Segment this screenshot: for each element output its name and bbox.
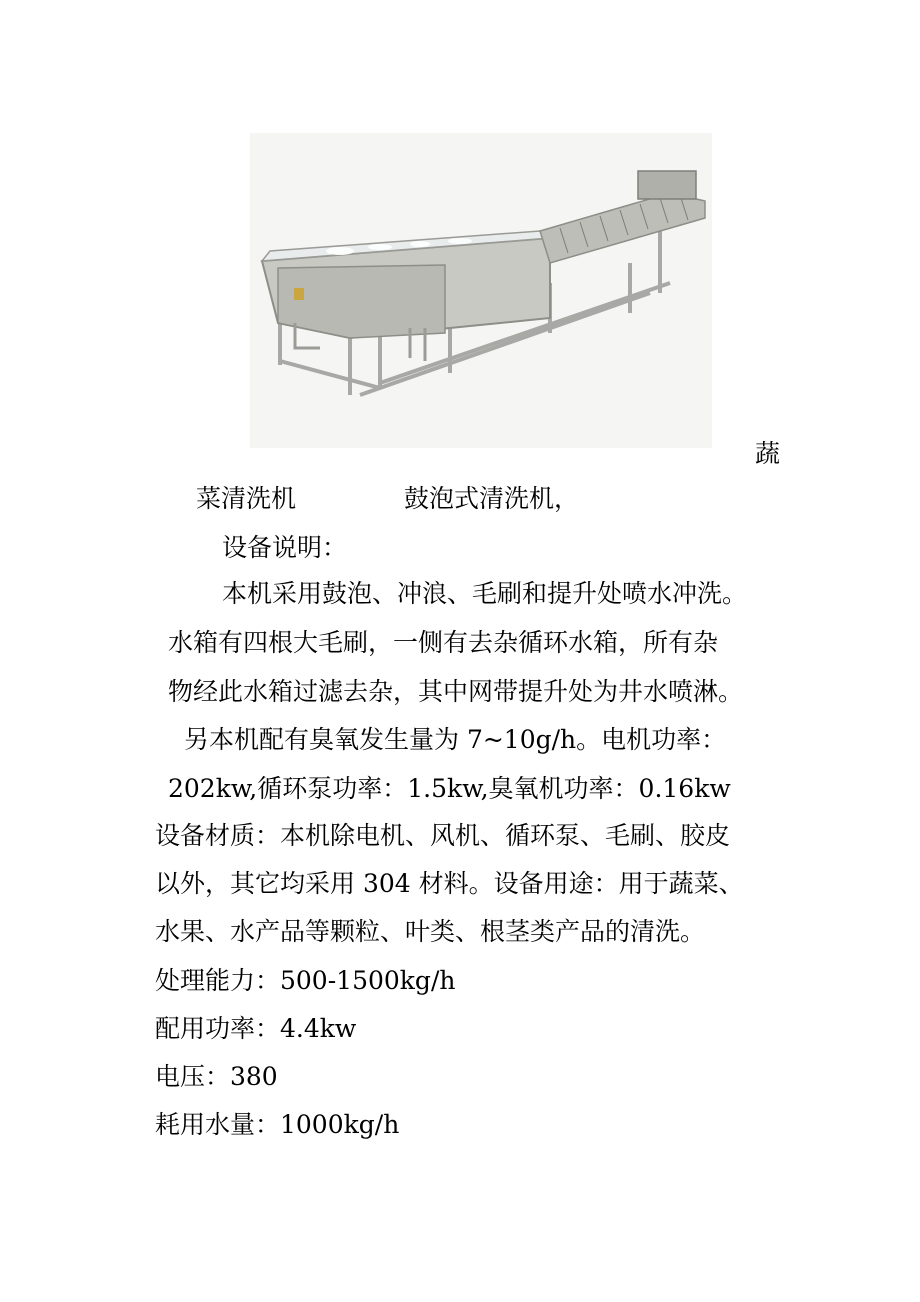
figure-caption-name: 菜清洗机	[196, 484, 297, 513]
material-line: 以外，其它均采用 304 材料。设备用途：用于蔬菜、	[155, 869, 744, 898]
vegetable-washer-illustration	[250, 133, 712, 448]
spec-voltage: 电压：380	[155, 1062, 278, 1091]
spec-power: 配用功率：4.4kw	[155, 1014, 357, 1043]
material-line: 水果、水产品等颗粒、叶类、根茎类产品的清洗。	[155, 917, 706, 946]
description-line: 本机采用鼓泡、冲浪、毛刷和提升处喷水冲洗。	[222, 579, 748, 608]
description-line: 202kw,循环泵功率：1.5kw,臭氧机功率：0.16kw	[168, 774, 731, 803]
description-line: 水箱有四根大毛刷，一侧有去杂循环水箱，所有杂	[168, 628, 719, 657]
description-line: 物经此水箱过滤去杂，其中网带提升处为井水喷淋。	[168, 677, 744, 706]
figure-caption-start: 蔬	[755, 439, 781, 468]
figure-caption-type: 鼓泡式清洗机，	[404, 484, 580, 513]
spec-capacity: 处理能力：500-1500kg/h	[155, 966, 456, 995]
section-heading: 设备说明：	[222, 533, 348, 562]
description-line: 另本机配有臭氧发生量为 7~10g/h。电机功率：	[184, 725, 727, 754]
spec-water-usage: 耗用水量：1000kg/h	[155, 1110, 400, 1139]
machine-photo	[250, 133, 712, 448]
material-line: 设备材质：本机除电机、风机、循环泵、毛刷、胶皮	[155, 821, 731, 850]
